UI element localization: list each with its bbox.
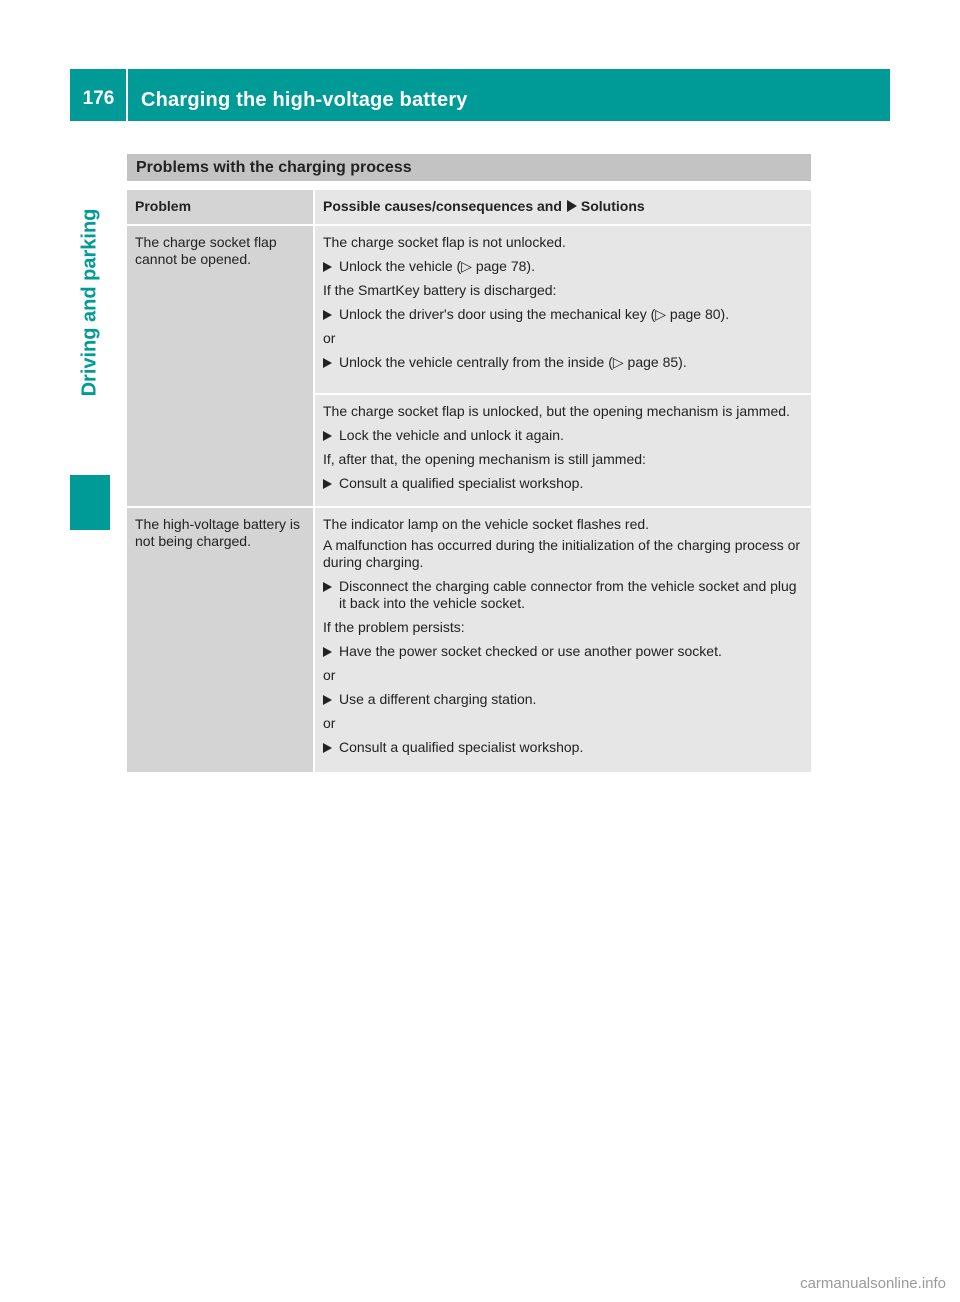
- step-text: Unlock the driver's door using the mechanical key (▷ page 80).: [339, 306, 730, 322]
- table-header-row: [127, 190, 811, 225]
- cause-detail-text: A malfunction has occurred during the initialization of the charging process or during charging.: [323, 537, 801, 570]
- arrow-right-icon: [567, 200, 577, 212]
- solution-step: [323, 427, 803, 444]
- or-text: or: [323, 715, 336, 731]
- step-text: Lock the vehicle and unlock it again.: [339, 427, 564, 443]
- cause-cell: [314, 394, 811, 507]
- cause-text: The charge socket flap is unlocked, but the opening mechanism is jammed.: [323, 403, 790, 419]
- problem-text: The charge socket flap cannot be opened.: [135, 234, 277, 267]
- step-arrow-icon: [323, 582, 332, 592]
- condition-text: If the SmartKey battery is discharged:: [323, 282, 557, 298]
- solution-step: [323, 354, 803, 371]
- solution-step: [323, 258, 803, 275]
- step-arrow-icon: [323, 743, 332, 753]
- side-tab-label: Driving and parking: [78, 208, 101, 397]
- column-header-problem: Problem: [127, 190, 314, 225]
- step-text: Unlock the vehicle centrally from the inside (▷ page 85).: [339, 354, 687, 370]
- watermark: carmanualsonline.info: [800, 1275, 946, 1292]
- step-text: Have the power socket checked or use another power socket.: [339, 643, 722, 659]
- column-header-causes-text: Possible causes/consequences and: [323, 198, 562, 214]
- column-header-solutions-text: Solutions: [580, 198, 645, 214]
- table-row: [127, 225, 811, 394]
- step-text: Disconnect the charging cable connector from the vehicle socket and plug it back into the vehicle socket.: [339, 578, 797, 611]
- column-header-causes: [314, 190, 811, 225]
- step-arrow-icon: [323, 695, 332, 705]
- step-text: Consult a qualified specialist workshop.: [339, 475, 584, 491]
- side-tab-marker: [70, 475, 110, 530]
- page-title: Charging the high-voltage battery: [141, 89, 468, 111]
- cause-text: The indicator lamp on the vehicle socket flashes red.: [323, 516, 650, 532]
- step-arrow-icon: [323, 262, 332, 272]
- page-number: 176: [82, 88, 115, 109]
- problem-cell: [127, 225, 314, 507]
- solution-step: [323, 691, 803, 708]
- problem-cell: [127, 507, 314, 772]
- condition-text: If, after that, the opening mechanism is still jammed:: [323, 451, 646, 467]
- step-arrow-icon: [323, 358, 332, 368]
- step-text: Consult a qualified specialist workshop.: [339, 739, 584, 755]
- step-arrow-icon: [323, 479, 332, 489]
- step-arrow-icon: [323, 310, 332, 320]
- or-text: or: [323, 330, 336, 346]
- solution-step: [323, 643, 803, 660]
- step-text: Unlock the vehicle (▷ page 78).: [339, 258, 535, 274]
- solution-step: [323, 475, 803, 492]
- cause-text: The charge socket flap is not unlocked.: [323, 234, 566, 250]
- or-text: or: [323, 667, 336, 683]
- side-tab: [70, 130, 110, 475]
- section-title: Problems with the charging process: [127, 154, 811, 181]
- solution-step: [323, 739, 803, 756]
- solution-step: [323, 306, 803, 323]
- problem-text: The high-voltage battery is not being charged.: [135, 516, 300, 549]
- table-row: [127, 507, 811, 772]
- step-arrow-icon: [323, 431, 332, 441]
- condition-text: If the problem persists:: [323, 619, 465, 635]
- header-divider: [126, 69, 128, 121]
- cause-cell: [314, 225, 811, 394]
- step-arrow-icon: [323, 647, 332, 657]
- cause-cell: [314, 507, 811, 772]
- solution-step: [323, 578, 803, 612]
- step-text: Use a different charging station.: [339, 691, 537, 707]
- troubleshooting-table: [127, 190, 811, 772]
